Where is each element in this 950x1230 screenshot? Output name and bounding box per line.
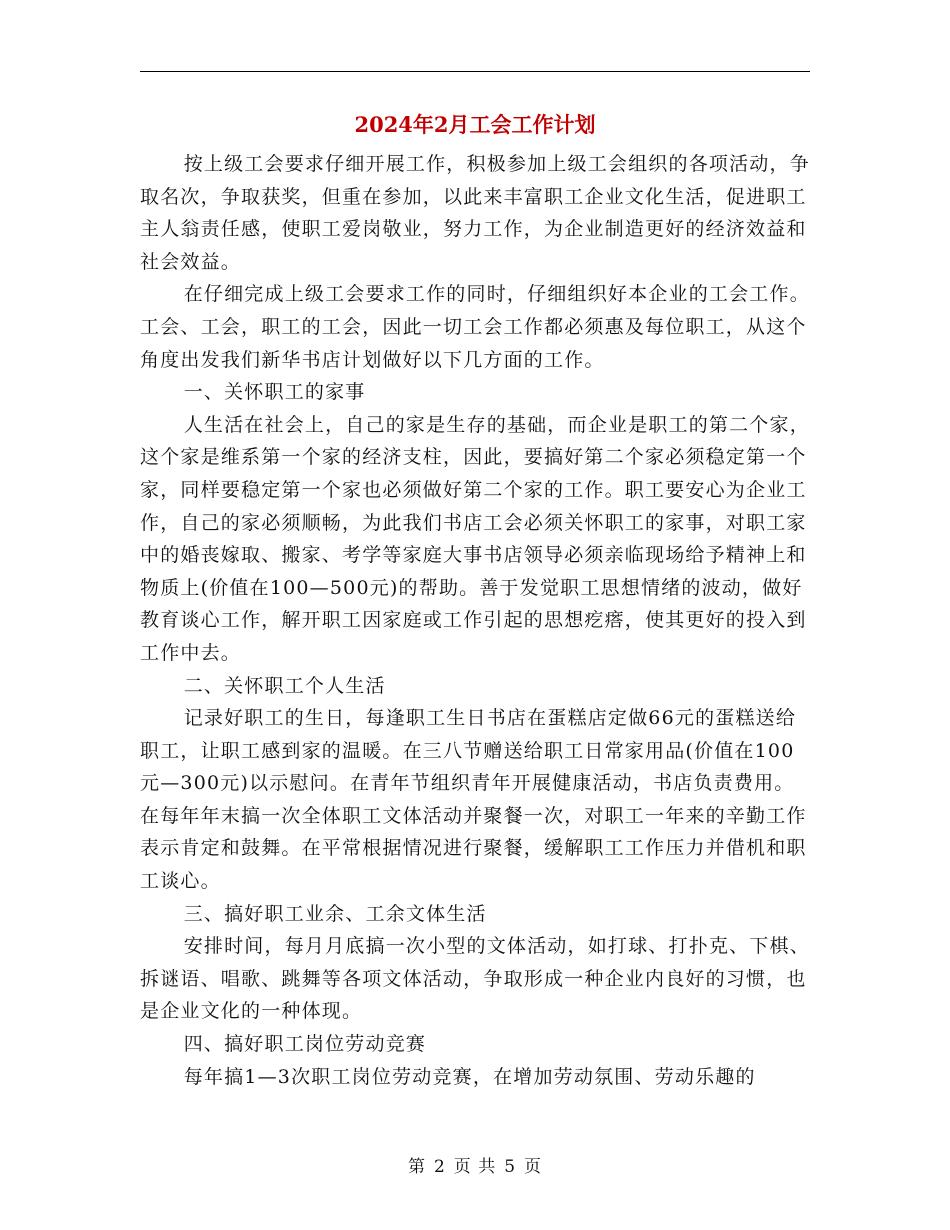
header-rule [140, 71, 810, 72]
footer-suffix: 页 [524, 1157, 543, 1177]
total-pages-number: 5 [504, 1157, 517, 1177]
section-heading-4: 四、搞好职工岗位劳动竞赛 [183, 1033, 427, 1056]
document-title: 2024年2月工会工作计划 [354, 112, 596, 137]
document-body [140, 148, 812, 1093]
paragraph-section-1: 人生活在社会上，自己的家是生存的基础，而企业是职工的第二个家，这个家是维系第一个家的经济支柱，因此，要搞好第二个家必须稳定第一个家，同样要稳定第一个家也必须做好第二个家的工作。职工要安心为企业工作，自己的家必须顺畅，为此我们书店工会必须关怀职工的家事，对职工家中的婚丧嫁取、搬家、考学等家庭大事书店领导必须亲临现场给予精神上和物质上(价值在100—500元)的帮助。善于发觉职工思想情绪的波动，做好教育谈心工作，解开职工因家庭或工作引起的思想疙瘩，使其更好的投入到工作中去。 [140, 413, 810, 664]
paragraph-section-4: 每年搞1—3次职工岗位劳动竞赛，在增加劳动氛围、劳动乐趣的 [183, 1065, 756, 1088]
paragraph-overview: 在仔细完成上级工会要求工作的同时，仔细组织好本企业的工会工作。工会、工会，职工的工会，因此一切工会工作都必须惠及每位职工，从这个角度出发我们新华书店计划做好以下几方面的工作。 [140, 283, 810, 371]
footer-middle: 页 共 [453, 1157, 497, 1177]
paragraph-section-3: 安排时间，每月月底搞一次小型的文体活动，如打球、打扑克、下棋、拆谜语、唱歌、跳舞等各项文体活动，争取形成一种企业内良好的习惯，也是企业文化的一种体现。 [140, 935, 810, 1023]
section-heading-3: 三、搞好职工业余、工余文体生活 [183, 902, 487, 925]
section-heading-1: 一、关怀职工的家事 [183, 381, 366, 404]
paragraph-intro: 按上级工会要求仔细开展工作，积极参加上级工会组织的各项活动，争取名次，争取获奖，但重在参加，以此来丰富职工企业文化生活，促进职工主人翁责任感，使职工爱岗敬业，努力工作，为企业制造更好的经济效益和社会效益。 [140, 153, 810, 273]
footer-prefix: 第 [407, 1157, 426, 1177]
page-footer [0, 1152, 950, 1177]
current-page-number: 2 [433, 1157, 446, 1177]
section-heading-2: 二、关怀职工个人生活 [183, 674, 386, 697]
paragraph-section-2: 记录好职工的生日，每逢职工生日书店在蛋糕店定做66元的蛋糕送给职工，让职工感到家的温暖。在三八节赠送给职工日常家用品(价值在100元—300元)以示慰问。在青年节组织青年开展健康活动，书店负责费用。在每年年末搞一次全体职工文体活动并聚餐一次，对职工一年来的辛勤工作表示肯定和鼓舞。在平常根据情况进行聚餐，缓解职工工作压力并借机和职工谈心。 [140, 707, 807, 893]
